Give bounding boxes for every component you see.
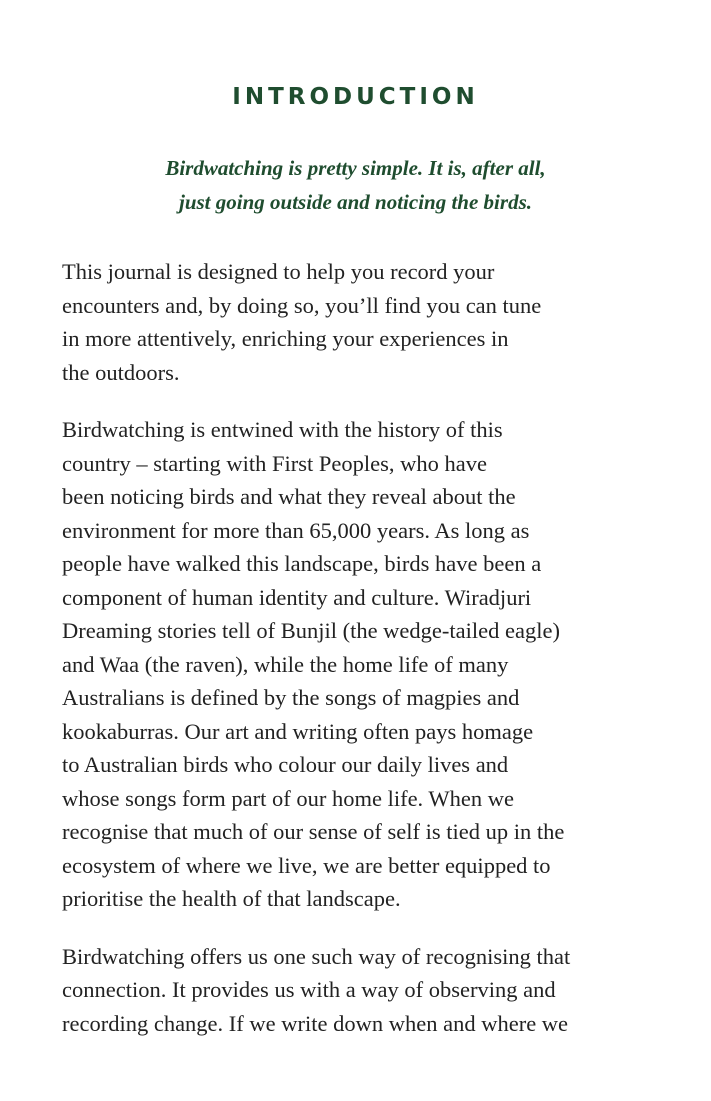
text-line: prioritise the health of that landscape. bbox=[62, 886, 401, 911]
epigraph-line: Birdwatching is pretty simple. It is, after all, bbox=[165, 156, 546, 180]
page-title: INTRODUCTION bbox=[232, 84, 479, 110]
text-line: environment for more than 65,000 years. As long as bbox=[62, 517, 530, 543]
text-line: whose songs form part of our home life. When we bbox=[62, 785, 514, 811]
text-line: ecosystem of where we live, we are better equipped to bbox=[62, 852, 551, 878]
text-line: recognise that much of our sense of self is tied up in the bbox=[62, 819, 565, 844]
text-line: Australians is defined by the songs of magpies and bbox=[62, 685, 520, 710]
paragraph-1 bbox=[62, 255, 649, 389]
text-line: kookaburras. Our art and writing often pays homage bbox=[62, 718, 534, 744]
text-line: people have walked this landscape, birds have been a bbox=[62, 551, 542, 576]
text-line: recording change. If we write down when and where we bbox=[62, 1010, 569, 1036]
text-line: been noticing birds and what they reveal about the bbox=[62, 484, 516, 509]
text-line: Birdwatching offers us one such way of recognising that bbox=[62, 943, 571, 969]
text-line: to Australian birds who colour our daily lives and bbox=[62, 752, 509, 777]
text-line: and Waa (the raven), while the home life of many bbox=[62, 651, 509, 677]
text-line: component of human identity and culture. Wiradjuri bbox=[62, 584, 532, 610]
epigraph-line: just going outside and noticing the birds. bbox=[178, 190, 532, 214]
text-line: country – starting with First Peoples, who have bbox=[62, 450, 487, 476]
text-line: This journal is designed to help you record your bbox=[62, 259, 495, 284]
paragraph-3 bbox=[62, 940, 649, 1041]
epigraph bbox=[62, 151, 649, 219]
text-line: connection. It provides us with a way of observing and bbox=[62, 977, 556, 1002]
text-line: encounters and, by doing so, you’ll find you can tune bbox=[62, 292, 542, 318]
text-line: Dreaming stories tell of Bunjil (the wedge-tailed eagle) bbox=[62, 618, 560, 643]
text-line: in more attentively, enriching your experiences in bbox=[62, 326, 509, 351]
paragraph-2 bbox=[62, 413, 649, 916]
text-line: Birdwatching is entwined with the history of this bbox=[62, 417, 503, 442]
text-line: the outdoors. bbox=[62, 359, 180, 385]
